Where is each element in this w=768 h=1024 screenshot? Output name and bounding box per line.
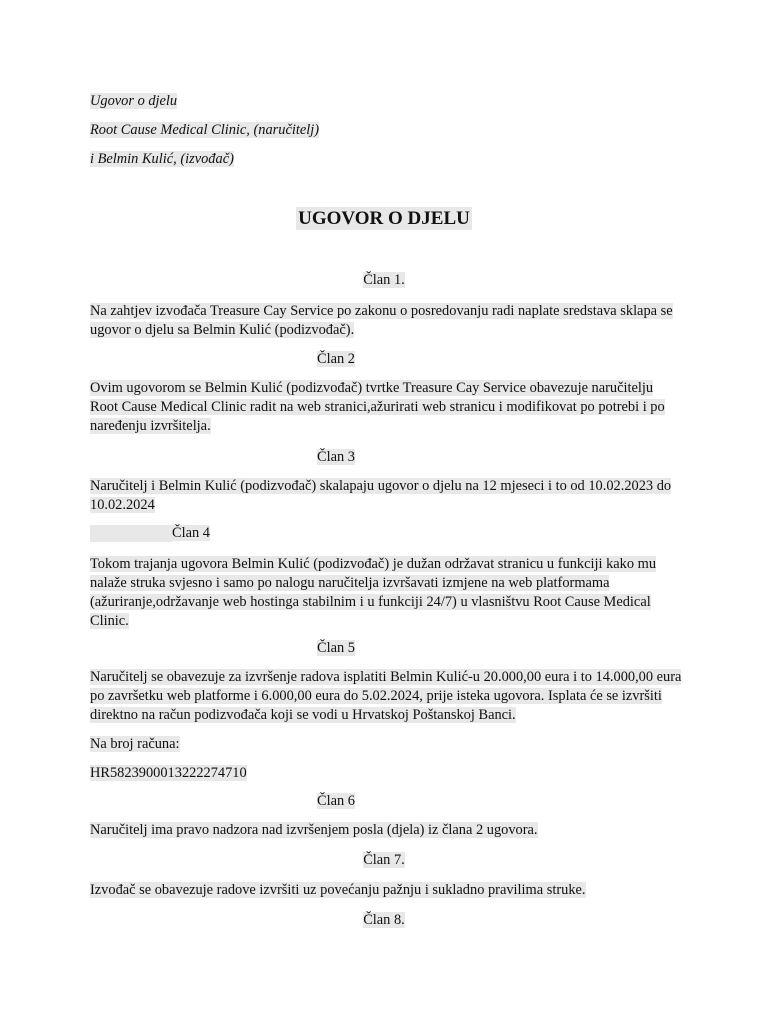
article-7-text-content: Izvođač se obavezuje radove izvršiti uz povećanju pažnju i sukladno pravilima struke. (90, 882, 586, 898)
article-7-text (90, 881, 684, 900)
header-line-1 (90, 92, 177, 111)
article-8-heading (0, 911, 768, 930)
article-3-heading-text: Član 3 (317, 449, 355, 465)
article-6-text (90, 821, 684, 840)
account-number (90, 764, 247, 783)
header-line-3-text: i Belmin Kulić, (izvođač) (90, 151, 234, 167)
article-5-heading (0, 639, 672, 658)
account-label (90, 735, 180, 754)
header-line-2-text: Root Cause Medical Clinic, (naručitelj) (90, 122, 320, 138)
article-5-heading-text: Član 5 (317, 640, 355, 656)
article-1-text-content: Na zahtjev izvođača Treasure Cay Service po zakonu o posredovanju radi naplate sredstava sklapa se ugovor o djelu sa Belmin Kulić (podizvođač). (90, 303, 673, 338)
article-6-text-content: Naručitelj ima pravo nadzora nad izvršenjem posla (djela) iz člana 2 ugovora. (90, 822, 538, 838)
article-8-heading-text: Član 8. (363, 912, 405, 928)
account-number-text: HR5823900013222274710 (90, 765, 247, 781)
article-5-text-content: Naručitelj se obavezuje za izvršenje radova isplatiti Belmin Kulić-u 20.000,00 eura i to 14.000,00 eura po završetku web platforme i 6.000,00 eura do 5.02.2024, prije isteka ugovora. Isplata će se izvršiti direktno na račun podizvođača koji se vodi u Hrvatskoj Poštanskoj Banci. (90, 669, 682, 723)
article-1-heading-text: Član 1. (363, 272, 405, 288)
header-line-3 (90, 150, 234, 169)
document-title (0, 206, 768, 232)
article-7-heading-text: Član 7. (363, 852, 405, 868)
article-2-text-content: Ovim ugovorom se Belmin Kulić (podizvođač) tvrtke Treasure Cay Service obavezuje naručitelju Root Cause Medical Clinic radit na web stranici,ažurirati web stranicu i modifikovat po potrebi i po naređenju izvršitelja. (90, 380, 665, 434)
article-4-indent (90, 525, 172, 542)
account-label-text: Na broj računa: (90, 736, 180, 752)
article-6-heading-text: Član 6 (317, 793, 355, 809)
header-line-2 (90, 121, 319, 140)
article-3-heading (0, 448, 672, 467)
article-3-text-content: Naručitelj i Belmin Kulić (podizvođač) skalapaju ugovor o djelu na 12 mjeseci i to od 10.02.2023 do 10.02.2024 (90, 478, 672, 513)
article-1-heading (0, 271, 768, 290)
article-1-text (90, 302, 684, 340)
article-6-heading (0, 792, 672, 811)
document-title-text: UGOVOR O DJELU (298, 208, 470, 229)
article-3-text (90, 477, 684, 515)
article-2-heading-text: Član 2 (317, 351, 355, 367)
article-4-text-content: Tokom trajanja ugovora Belmin Kulić (podizvođač) je dužan održavat stranicu u funkciji kako mu nalaže struka svjesno i samo po nalogu naručitelja izvršavati izmjene na web platformama (ažuriranje,održavanje web hostinga stabilnim i u funkciji 24/7) u vlasništvu Root Cause Medical Clinic. (90, 556, 657, 629)
article-2-text (90, 379, 684, 436)
article-7-heading (0, 851, 768, 870)
article-4-heading-text: Član 4 (172, 525, 210, 541)
header-line-1-text: Ugovor o djelu (90, 93, 178, 109)
article-4-heading (90, 524, 210, 543)
article-5-text (90, 668, 684, 725)
article-2-heading (0, 350, 672, 369)
article-4-text (90, 555, 684, 631)
